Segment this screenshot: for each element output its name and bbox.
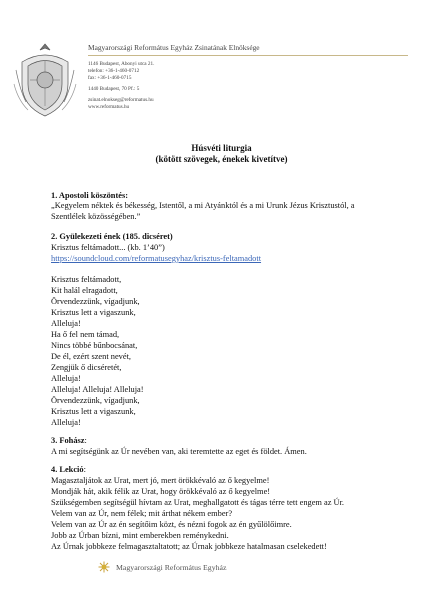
letterhead-divider <box>88 55 408 56</box>
address-email: zsinat.elnokseg@reformatus.hu <box>88 97 154 103</box>
lyric-line: Zengjük ő dicséretét, <box>51 363 122 372</box>
section3-heading-colon: : <box>84 436 87 445</box>
lyric-line: Örvendezzünk, vígadjunk, <box>51 396 140 405</box>
lection-line: Mondják hát, akik félik az Urat, hogy örökkévaló az ő kegyelme! <box>51 487 271 496</box>
address-fax: fax: +36-1-460-0715 <box>88 75 132 81</box>
address-website: www.reformatus.hu <box>88 104 130 110</box>
section1-text-line2: Szentlélek közösségében.” <box>51 212 141 221</box>
section4-heading-text: 4. Lekció <box>51 465 84 474</box>
song-link[interactable]: https://soundcloud.com/reformatusegyhaz/krisztus-feltamadott <box>51 254 262 263</box>
lection-line: Velem van az Úr az én segítőim közt, és nézni fogok az én gyűlölőimre. <box>51 520 292 529</box>
section3-heading <box>51 436 87 446</box>
section2-heading: 2. Gyülekezeti ének (185. dicséret) <box>51 232 173 241</box>
lyric-line: De él, ezért szent nevét, <box>51 352 131 361</box>
lyric-line: Alleluja! <box>51 374 81 383</box>
church-crest-logo <box>12 40 78 118</box>
lection-line: Jobb az Úrban bízni, mint emberekben reménykedni. <box>51 531 229 540</box>
address-pobox: 1440 Budapest, 70 Pf.: 5 <box>88 86 140 92</box>
lyric-line: Krisztus lett a vigaszunk, <box>51 308 136 317</box>
address-phone: telefon: +36-1-460-0712 <box>88 68 140 74</box>
lection-line: Velem van az Úr, nem félek; mit árthat nékem ember? <box>51 509 233 518</box>
section3-heading-text: 3. Fohász <box>51 436 85 445</box>
section4-heading-colon: : <box>83 465 86 474</box>
lyric-line: Krisztus feltámadott, <box>51 275 122 284</box>
address-street: 1146 Budapest, Abonyi utca 21. <box>88 61 155 67</box>
lyric-line: Alleluja! Alleluja! Alleluja! <box>51 385 144 394</box>
lyric-line: Kit halál elragadott, <box>51 286 118 295</box>
lyric-line: Nincs többé bűnbocsánat, <box>51 341 138 350</box>
sun-emblem-icon <box>98 561 110 573</box>
footer-org-name: Magyarországi Református Egyház <box>116 563 227 572</box>
song-info: Krisztus feltámadott... (kb. 1’40”) <box>51 243 165 252</box>
lyric-line: Örvendezzünk, vígadjunk, <box>51 297 140 306</box>
lyric-line: Krisztus lett a vigaszunk, <box>51 407 136 416</box>
section1-text-line1: „Kegyelem néktek és békesség, Istentől, a mi Atyánktól és a mi Urunk Jézus Krisztustól, a <box>51 201 355 210</box>
lyric-line: Alleluja! <box>51 319 81 328</box>
section1-heading: 1. Apostoli köszöntés: <box>51 191 129 200</box>
section3-text: A mi segítségünk az Úr nevében van, aki teremtette az eget és földet. Ámen. <box>51 447 307 456</box>
lection-line: Szükségemben segítségül hívtam az Urat, meghallgatott és tágas térre tett engem az Úr. <box>51 498 345 507</box>
lyric-line: Ha ő fel nem támad, <box>51 330 120 339</box>
lection-line: Az Úrnak jobbkeze felmagasztaltatott; az Úrnak jobbkeze hatalmasan cselekedett! <box>51 542 327 551</box>
lyric-line: Alleluja! <box>51 418 81 427</box>
section4-heading <box>51 465 86 475</box>
lection-line: Magasztaljátok az Urat, mert jó, mert örökkévaló az ő kegyelme! <box>51 476 270 485</box>
document-title: Húsvéti liturgia <box>191 143 252 153</box>
document-subtitle: (kötött szövegek, énekek kivetítve) <box>155 154 288 164</box>
letterhead-org-name: Magyarországi Református Egyház Zsinatának Elnöksége <box>88 43 260 52</box>
